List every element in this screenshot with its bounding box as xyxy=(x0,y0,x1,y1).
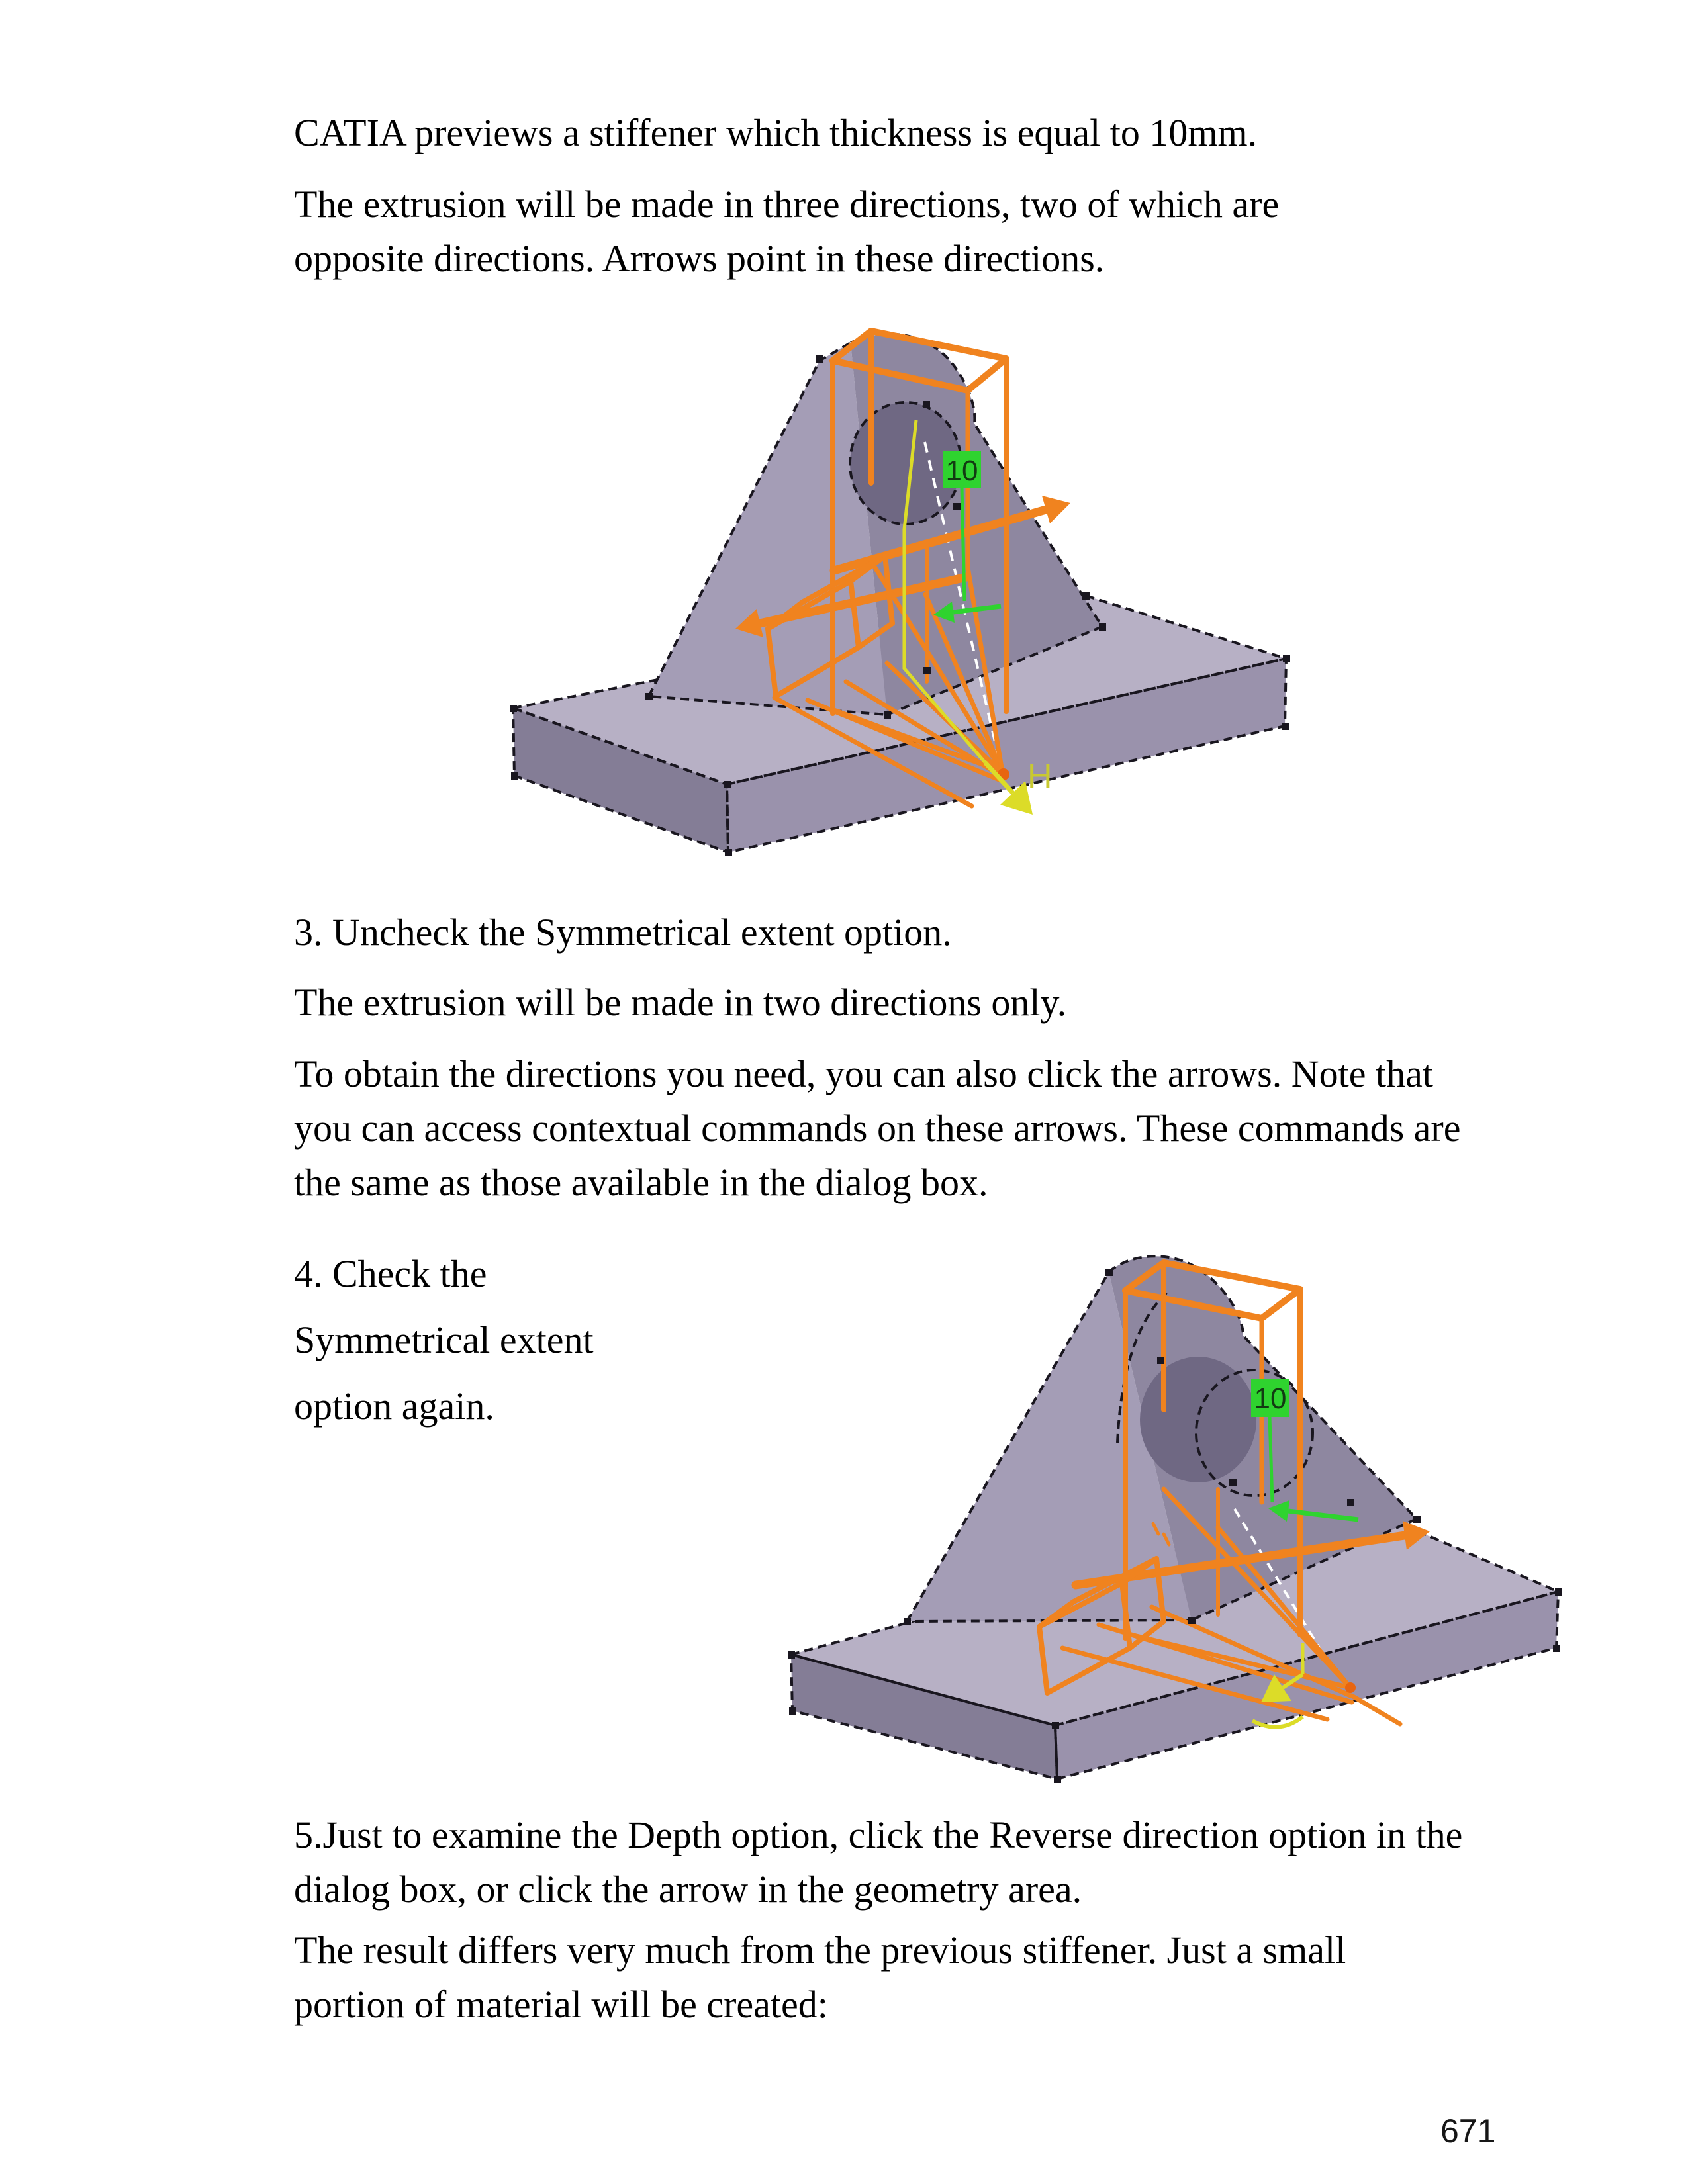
depth-label: H xyxy=(1027,757,1053,796)
text-line: The result differs very much from the previous stiffener. Just a small xyxy=(294,1929,1346,1972)
text-line: the same as those available in the dialog box. xyxy=(294,1161,988,1204)
page-number: 671 xyxy=(1440,2113,1496,2150)
text-line: dialog box, or click the arrow in the geometry area. xyxy=(294,1868,1082,1911)
text-line: CATIA previews a stiffener which thickness is equal to 10mm. xyxy=(294,111,1258,154)
text-line: Symmetrical extent xyxy=(294,1318,594,1361)
text-line: The extrusion will be made in two directions only. xyxy=(294,981,1067,1024)
text-line: To obtain the directions you need, you can also click the arrows. Note that xyxy=(294,1052,1433,1095)
text-line: option again. xyxy=(294,1385,494,1428)
text-line: opposite directions. Arrows point in these directions. xyxy=(294,237,1105,280)
thickness-value: 10 xyxy=(945,455,978,487)
figure-stiffener-three-directions xyxy=(463,285,1324,880)
text-line: 4. Check the xyxy=(294,1252,487,1295)
text-line: you can access contextual commands on these arrows. These commands are xyxy=(294,1107,1461,1150)
text-line: The extrusion will be made in three directions, two of which are xyxy=(294,183,1280,226)
bore-hole xyxy=(1140,1357,1256,1482)
direction-arrow-right-icon xyxy=(1042,496,1070,523)
thickness-value: 10 xyxy=(1254,1383,1287,1415)
figure-stiffener-symmetrical-again xyxy=(728,1224,1589,1787)
anchor-point xyxy=(1345,1682,1356,1693)
bracket-part xyxy=(791,1256,1558,1779)
text-line: 5.Just to examine the Depth option, click the Reverse direction option in the xyxy=(294,1813,1463,1856)
text-line: 3. Uncheck the Symmetrical extent option. xyxy=(294,911,952,954)
text-line: portion of material will be created: xyxy=(294,1983,828,2026)
